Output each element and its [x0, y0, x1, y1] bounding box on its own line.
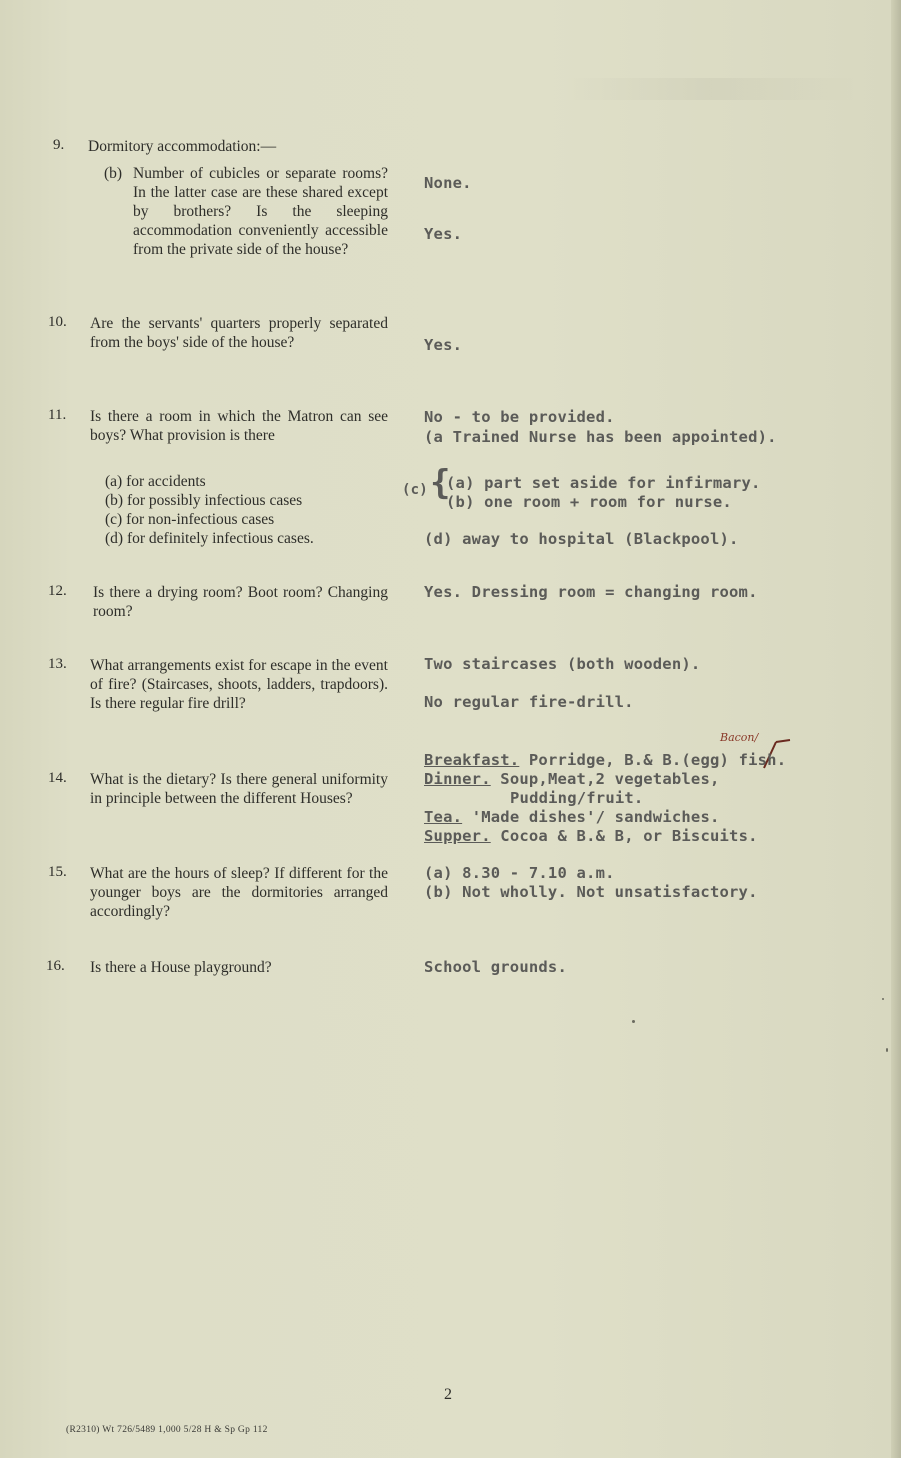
q11-answer-1: No - to be provided. [424, 408, 615, 426]
q11-text: Is there a room in which the Matron can see boys? What provision is there [90, 408, 388, 444]
q13-number: 13. [48, 656, 67, 672]
q14-answer-4 [424, 808, 720, 826]
q13-text: What arrangements exist for escape in the event of fire? (Staircases, shoots, ladders, trapdoors). Is there regular fire drill? [90, 657, 388, 712]
q14-dinner: Soup,Meat,2 vegetables, [500, 770, 720, 788]
q14-label-breakfast: Breakfast. [424, 751, 520, 769]
page-number: 2 [444, 1386, 452, 1403]
q11-brace-label: (c) [402, 482, 428, 498]
q14-text: What is the dietary? Is there general uniformity in principle between the different Houses? [90, 771, 388, 807]
q9-sub-label: (b) [104, 165, 123, 182]
q13-answer-1: Two staircases (both wooden). [424, 655, 701, 673]
paper-speck [632, 1020, 635, 1023]
q10-text: Are the servants' quarters properly separated from the boys' side of the house? [90, 315, 388, 351]
paper-speck [882, 998, 884, 1000]
q11-brace: { [430, 463, 451, 503]
q14-answer-1 [424, 751, 786, 769]
q11-answer-3: (a) part set aside for infirmary. [446, 474, 761, 492]
q9-text: Dormitory accommodation:— [88, 138, 277, 155]
q11-item-a: (a) for accidents [105, 473, 206, 490]
q14-answer-3 [510, 789, 643, 807]
q16-text: Is there a House playground? [90, 959, 272, 976]
show-through [560, 78, 860, 100]
q15-text: What are the hours of sleep? If different for the younger boys are the dormitories arranged accordingly? [90, 865, 388, 920]
q14-number: 14. [48, 770, 67, 786]
q14-tea: 'Made dishes'/ sandwiches. [471, 808, 720, 826]
paper-speck [886, 1048, 888, 1052]
q14-label-dinner: Dinner. [424, 770, 491, 788]
q10-answer: Yes. [424, 336, 463, 354]
q14-pudding: Pudding/fruit. [510, 789, 644, 807]
q13-answer-2: No regular fire-drill. [424, 693, 634, 711]
q11-item-c: (c) for non-infectious cases [105, 511, 275, 528]
q15-answer-2: (b) Not wholly. Not unsatisfactory. [424, 883, 758, 901]
q11-answer-5: (d) away to hospital (Blackpool). [424, 530, 739, 548]
q12-number: 12. [48, 583, 67, 599]
q14-breakfast: Porridge, B.& B.(egg) fish. [528, 751, 787, 769]
handwritten-bacon: Bacon/ [720, 731, 759, 744]
q14-label-supper: Supper. [424, 827, 491, 845]
q14-label-tea: Tea. [424, 808, 463, 826]
q9-answer-2: Yes. [424, 225, 463, 243]
q14-supper: Cocoa & B.& B, or Biscuits. [500, 827, 758, 845]
q14-answer-5 [424, 827, 758, 845]
q15-number: 15. [48, 864, 67, 880]
printer-imprint: (R2310) Wt 726/5489 1,000 5/28 H & Sp Gp 112 [66, 1425, 268, 1435]
q12-answer: Yes. Dressing room = changing room. [424, 583, 758, 601]
q11-item-d: (d) for definitely infectious cases. [105, 530, 314, 547]
q11-answer-2: (a Trained Nurse has been appointed). [424, 428, 777, 446]
q10-number: 10. [48, 314, 67, 330]
q9-answer-1: None. [424, 174, 472, 192]
q14-answer-2 [424, 770, 720, 788]
q16-answer: School grounds. [424, 958, 567, 976]
q15-answer-1: (a) 8.30 - 7.10 a.m. [424, 864, 615, 882]
q11-item-b: (b) for possibly infectious cases [105, 492, 303, 509]
q12-text: Is there a drying room? Boot room? Changing room? [93, 584, 388, 620]
q11-answer-4: (b) one room + room for nurse. [446, 493, 732, 511]
q9-subtext: Number of cubicles or separate rooms? In the latter case are these shared except by brothers? Is the sleeping accommodation conveniently accessible from the private side of the house? [133, 165, 388, 258]
q11-number: 11. [48, 407, 67, 423]
q16-number: 16. [46, 958, 65, 974]
q9-number: 9. [53, 137, 65, 153]
page-edge [891, 0, 901, 1458]
